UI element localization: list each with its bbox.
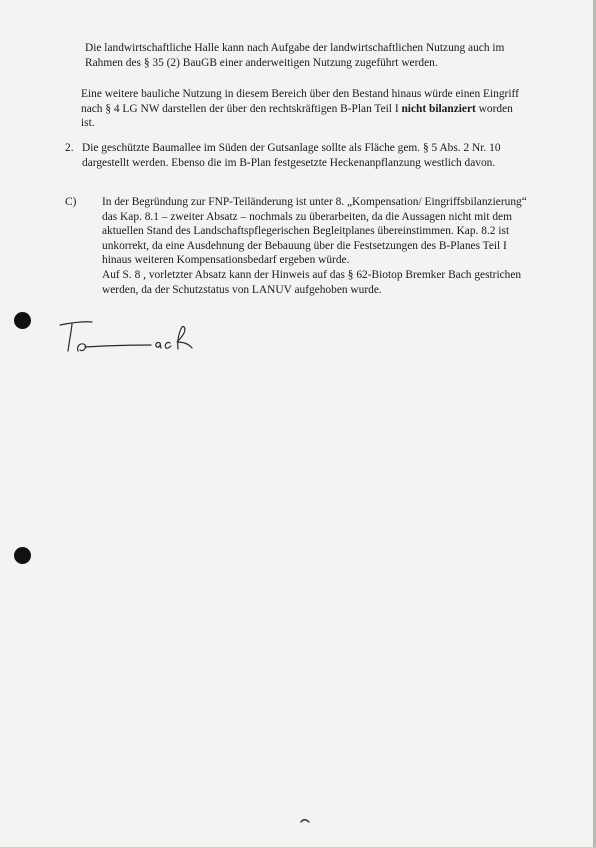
bold-emphasis: nicht bilanziert <box>401 102 476 115</box>
text-line <box>81 102 561 117</box>
text-line: das Kap. 8.1 – zweiter Absatz – nochmals zu überarbeiten, da die Aussagen nicht mit dem <box>102 210 512 223</box>
text-line: ist. <box>81 117 95 130</box>
list-item-body <box>102 195 562 297</box>
text-line: Auf S. 8 , vorletzter Absatz kann der Hinweis auf das § 62-Biotop Bremker Bach gestrichen <box>102 268 522 281</box>
punch-hole-icon <box>14 547 31 564</box>
text-line: In der Begründung zur FNP-Teiländerung ist unter 8. „Kompensation/ Eingriffsbilanzierung“ <box>102 196 527 208</box>
handwritten-signature-icon <box>56 315 216 360</box>
text-line: Die landwirtschaftliche Halle kann nach Aufgabe der landwirtschaftlichen Nutzung auch im <box>85 42 505 54</box>
paragraph-agricultural-hall <box>85 41 555 70</box>
text-line: Die geschützte Baumallee im Süden der Gutsanlage sollte als Fläche gem. § 5 Abs. 2 Nr. 10 <box>82 142 501 154</box>
text-line: aktuellen Stand des Landschaftspflegerischen Begleitplanes übereinstimmen. Kap. 8.2 ist <box>102 225 510 238</box>
text-line: hinaus weiteren Kompensationsbedarf ergeben würde. <box>102 254 350 267</box>
text-line: werden, da der Schutzstatus von LANUV aufgehoben wurde. <box>102 283 382 296</box>
text-segment: nach § 4 LG NW darstellen der über den rechtskräftigen B-Plan Teil I <box>81 102 402 115</box>
text-line: dargestellt werden. Ebenso die im B-Plan festgesetzte Heckenanpflanzung westlich davon. <box>82 156 496 169</box>
text-segment: worden <box>475 102 513 115</box>
text-line: Rahmen des § 35 (2) BauGB einer anderweitigen Nutzung zugeführt werden. <box>85 56 438 69</box>
list-marker: 2. <box>65 142 74 154</box>
page-mark-icon <box>300 818 310 824</box>
list-marker: C) <box>65 196 77 208</box>
text-line: unkorrekt, da eine Ausdehnung der Bebauung über die Festsetzungen des B-Planes Teil I <box>102 239 507 252</box>
punch-hole-icon <box>14 312 31 329</box>
text-line: Eine weitere bauliche Nutzung in diesem Bereich über den Bestand hinaus würde einen Eingriff <box>81 88 519 100</box>
list-item-body <box>82 141 552 170</box>
paragraph-further-use <box>81 87 561 131</box>
